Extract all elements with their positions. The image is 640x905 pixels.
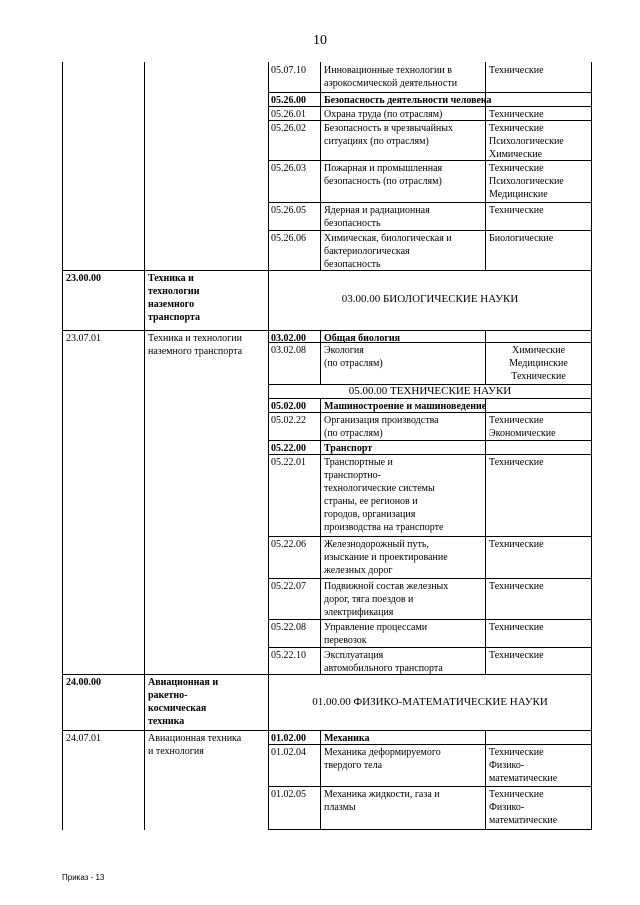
name-cell: Химическая, биологическая и бактериологическая безопасность [324, 233, 452, 270]
group-heading-cell: Безопасность деятельности человека [324, 95, 492, 106]
code-cell: 05.02.22 [271, 415, 306, 426]
science-cell: Биологические [489, 233, 554, 244]
code-cell: 03.02.08 [271, 345, 306, 356]
page-number: 10 [313, 33, 327, 48]
table-border-left [62, 62, 63, 830]
name-cell: Механика жидкости, газа и плазмы [324, 789, 440, 813]
science-cell: Технические Экономические [489, 415, 556, 439]
specialty-code-cell: 24.07.01 [66, 733, 101, 744]
name-cell: Управление процессами перевозок [324, 622, 428, 646]
science-cell: Технические [489, 581, 544, 592]
science-cell: Технические [489, 109, 544, 120]
group-heading-cell: Механика [324, 733, 370, 744]
code-cell: 05.22.06 [271, 539, 306, 550]
science-cell: Технические [489, 650, 544, 661]
code-cell: 05.02.00 [271, 401, 306, 412]
name-cell: Механика деформируемого твердого тела [324, 747, 441, 771]
name-cell: Транспортные и транспортно- технологические системы страны, ее регионов и городов, организация производства на транспорте [324, 457, 444, 533]
science-cell: Технические [489, 205, 544, 216]
name-cell: Экология (по отраслям) [324, 345, 383, 369]
code-cell: 05.26.03 [271, 163, 306, 174]
specialty-code-cell: 23.07.01 [66, 333, 101, 344]
science-cell: Технические [489, 65, 544, 76]
science-cell: Технические Психологические Медицинские [489, 163, 564, 200]
code-cell: 05.22.00 [271, 443, 306, 454]
name-cell: Безопасность в чрезвычайных ситуациях (по отраслям) [324, 123, 453, 147]
science-cell: Технические [489, 622, 544, 633]
science-cell: Технические [489, 539, 544, 550]
science-branch-heading: 03.00.00 БИОЛОГИЧЕСКИЕ НАУКИ [341, 293, 519, 305]
row-divider [268, 829, 592, 830]
code-cell: 05.07.10 [271, 65, 306, 76]
code-cell: 01.02.05 [271, 789, 306, 800]
name-cell: Организация производства (по отраслям) [324, 415, 439, 439]
science-cell: Технические Физико- математические [489, 747, 558, 784]
code-cell: 05.26.02 [271, 123, 306, 134]
code-cell: 05.26.05 [271, 205, 306, 216]
code-cell: 01.02.04 [271, 747, 306, 758]
science-branch-heading: 05.00.00 ТЕХНИЧЕСКИЕ НАУКИ [348, 385, 512, 397]
name-cell: Пожарная и промышленная безопасность (по отраслям) [324, 163, 443, 187]
group-heading-cell: Общая биология [324, 333, 401, 344]
code-cell: 05.22.08 [271, 622, 306, 633]
science-cell: Химические Медицинские Технические [509, 345, 568, 382]
science-cell: Технические [489, 457, 544, 468]
name-cell: Инновационные технологии в аэрокосмической деятельности [324, 65, 458, 89]
name-cell: Подвижной состав железных дорог, тяга поездов и электрификация [324, 581, 449, 618]
footer-note: Приказ - 13 [62, 873, 105, 882]
science-cell: Технические Психологические Химические [489, 123, 564, 160]
code-cell: 05.26.06 [271, 233, 306, 244]
name-cell: Ядерная и радиационная безопасность [324, 205, 430, 229]
specialties-table [62, 62, 592, 830]
specialty-name-cell: Авиационная техника и технология [148, 733, 242, 757]
code-cell: 05.22.01 [271, 457, 306, 468]
table-border-right [591, 62, 592, 830]
science-cell: Технические Физико- математические [489, 789, 558, 826]
code-cell: 01.02.00 [271, 733, 306, 744]
code-cell: 03.02.00 [271, 333, 306, 344]
code-cell: 05.26.00 [271, 95, 306, 106]
science-branch-heading: 01.00.00 ФИЗИКО-МАТЕМАТИЧЕСКИЕ НАУКИ [312, 696, 548, 708]
code-cell: 05.22.10 [271, 650, 306, 661]
group-heading-cell: Транспорт [324, 443, 373, 454]
code-cell: 05.26.01 [271, 109, 306, 120]
name-cell: Охрана труда (по отраслям) [324, 109, 443, 120]
group-code-cell: 23.00.00 [66, 273, 101, 284]
group-name-cell: Авиационная и ракетно- космическая техника [148, 677, 219, 727]
group-heading-cell: Машиностроение и машиноведение [324, 401, 487, 412]
specialty-name-cell: Техника и технологии наземного транспорта [148, 333, 243, 357]
group-code-cell: 24.00.00 [66, 677, 101, 688]
name-cell: Эксплуатация автомобильного транспорта [324, 650, 443, 674]
code-cell: 05.22.07 [271, 581, 306, 592]
group-name-cell: Техника и технологии наземного транспорта [148, 273, 201, 323]
name-cell: Железнодорожный путь, изыскание и проектирование железных дорог [324, 539, 448, 576]
